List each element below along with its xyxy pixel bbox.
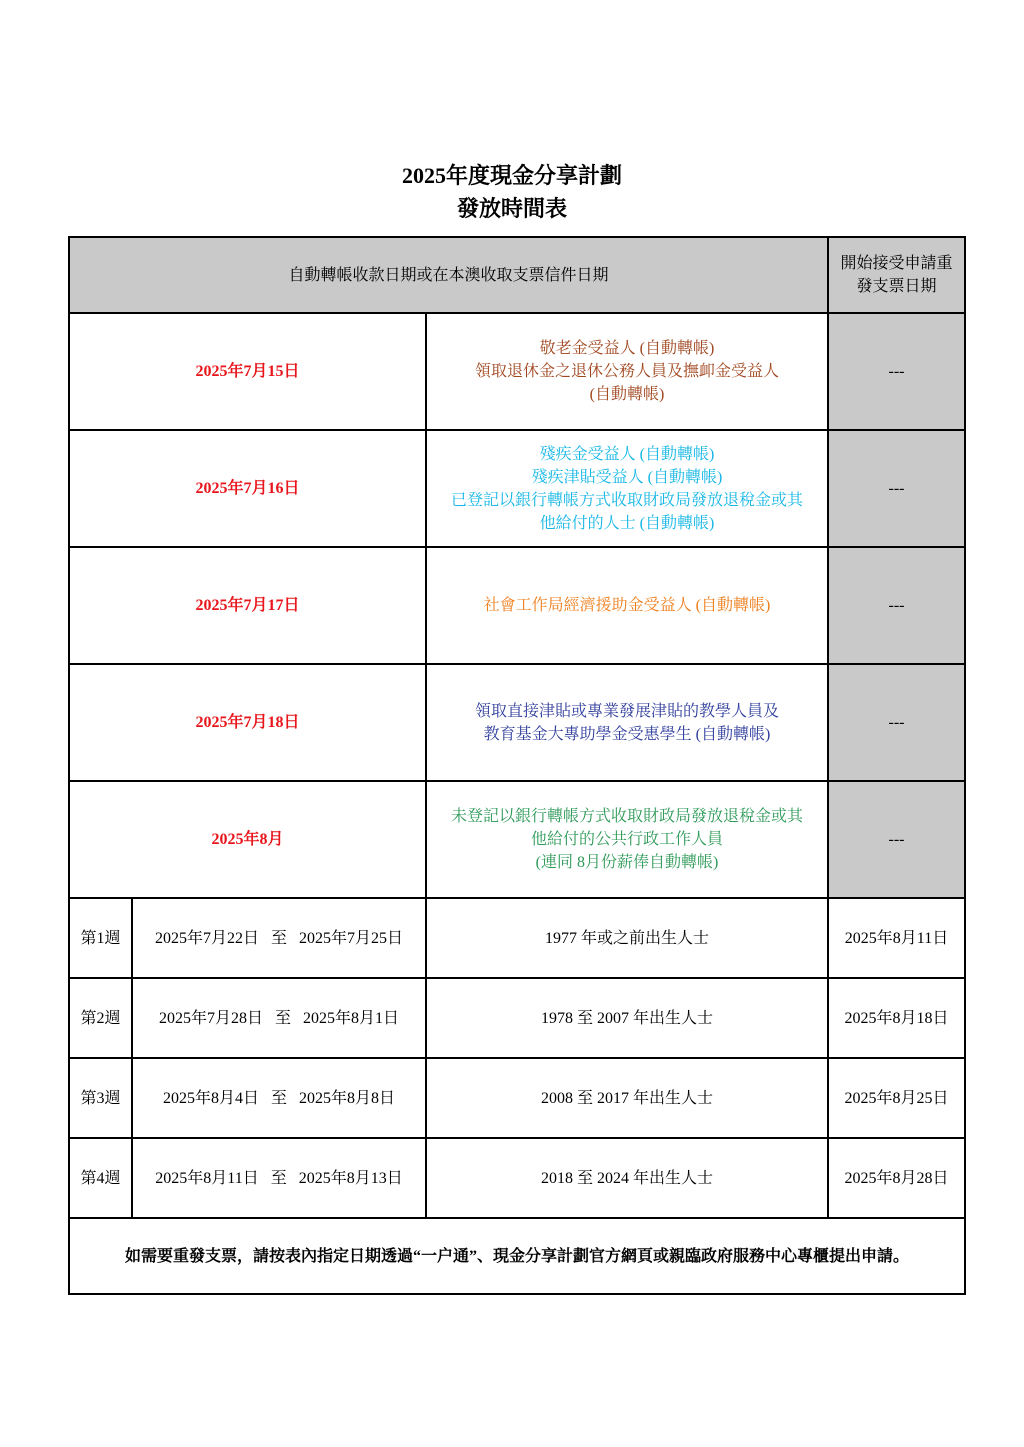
reissue-date: --- xyxy=(828,781,965,898)
table-row xyxy=(69,781,965,898)
birth-year-group: 2008 至 2017 年出生人士 xyxy=(426,1058,828,1138)
payment-date: 2025年8月 xyxy=(69,781,426,898)
beneficiary-group xyxy=(426,313,828,430)
payment-date: 2025年7月18日 xyxy=(69,664,426,781)
beneficiary-group xyxy=(426,547,828,664)
week-start-date: 2025年8月4日 xyxy=(162,1089,259,1107)
payment-date: 2025年7月16日 xyxy=(69,430,426,547)
birth-year-group: 1977 年或之前出生人士 xyxy=(426,898,828,978)
table-row xyxy=(69,547,965,664)
reissue-date: --- xyxy=(828,664,965,781)
week-date-range xyxy=(132,1138,426,1218)
footer-note: 如需要重發支票，請按表內指定日期透過“一户通”、現金分享計劃官方網頁或親臨政府服務中心專櫃提出申請。 xyxy=(69,1218,965,1294)
page-subtitle: 發放時間表 xyxy=(456,196,567,221)
beneficiary-line: (連同 8月份薪俸自動轉帳) xyxy=(535,854,719,871)
table-row xyxy=(69,430,965,547)
reissue-date: 2025年8月25日 xyxy=(828,1058,965,1138)
schedule-table xyxy=(68,236,966,1295)
beneficiary-line: 他給付的人士 (自動轉帳) xyxy=(539,514,715,532)
table-row xyxy=(69,1058,965,1138)
week-label: 第2週 xyxy=(69,978,132,1058)
beneficiary-line: 殘疾津貼受益人 (自動轉帳) xyxy=(531,468,723,486)
week-end-date: 2025年8月13日 xyxy=(298,1169,403,1187)
footer-row xyxy=(69,1218,965,1294)
reissue-date: 2025年8月28日 xyxy=(828,1138,965,1218)
week-start-date: 2025年7月28日 xyxy=(158,1009,263,1027)
week-label: 第1週 xyxy=(69,898,132,978)
week-start-date: 2025年7月22日 xyxy=(154,929,259,947)
week-date-range xyxy=(132,978,426,1058)
range-separator: 至 xyxy=(274,1009,291,1027)
beneficiary-line: 領取直接津貼或專業發展津貼的教學人員及 xyxy=(475,702,780,720)
range-separator: 至 xyxy=(270,1169,287,1187)
reissue-date: --- xyxy=(828,547,965,664)
beneficiary-line: 已登記以銀行轉帳方式收取財政局發放退稅金或其 xyxy=(451,491,804,509)
week-end-date: 2025年8月8日 xyxy=(299,1089,396,1107)
table-row xyxy=(69,898,965,978)
week-label: 第3週 xyxy=(69,1058,132,1138)
reissue-date: --- xyxy=(828,430,965,547)
week-label: 第4週 xyxy=(69,1138,132,1218)
beneficiary-group xyxy=(426,664,828,781)
beneficiary-line: 他給付的公共行政工作人員 xyxy=(531,831,724,848)
reissue-date: 2025年8月18日 xyxy=(828,978,965,1058)
week-end-date: 2025年7月25日 xyxy=(299,929,404,947)
week-end-date: 2025年8月1日 xyxy=(303,1009,400,1027)
beneficiary-line: 社會工作局經濟援助金受益人 (自動轉帳) xyxy=(483,597,771,614)
week-start-date: 2025年8月11日 xyxy=(155,1169,259,1187)
payment-date: 2025年7月17日 xyxy=(69,547,426,664)
week-date-range xyxy=(132,898,426,978)
beneficiary-line: 敬老金受益人 (自動轉帳) xyxy=(539,340,715,357)
page-title: 2025年度現金分享計劃 xyxy=(401,163,622,188)
header-reissue-date: 開始接受申請重發支票日期 xyxy=(828,237,965,313)
payment-date: 2025年7月15日 xyxy=(69,313,426,430)
reissue-date: 2025年8月11日 xyxy=(828,898,965,978)
beneficiary-line: 殘疾金受益人 (自動轉帳) xyxy=(539,445,715,463)
range-separator: 至 xyxy=(270,1089,287,1107)
beneficiary-group xyxy=(426,781,828,898)
birth-year-group: 2018 至 2024 年出生人士 xyxy=(426,1138,828,1218)
table-row xyxy=(69,1138,965,1218)
table-row xyxy=(69,313,965,430)
table-row xyxy=(69,664,965,781)
reissue-date: --- xyxy=(828,313,965,430)
birth-year-group: 1978 至 2007 年出生人士 xyxy=(426,978,828,1058)
table-row xyxy=(69,978,965,1058)
beneficiary-line: (自動轉帳) xyxy=(589,386,665,403)
beneficiary-line: 領取退休金之退休公務人員及撫卹金受益人 xyxy=(475,363,780,380)
beneficiary-line: 未登記以銀行轉帳方式收取財政局發放退稅金或其 xyxy=(451,808,804,825)
range-separator: 至 xyxy=(270,929,287,947)
beneficiary-group xyxy=(426,430,828,547)
beneficiary-line: 教育基金大專助學金受惠學生 (自動轉帳) xyxy=(483,725,771,743)
header-payment-date: 自動轉帳收款日期或在本澳收取支票信件日期 xyxy=(69,237,828,313)
week-date-range xyxy=(132,1058,426,1138)
